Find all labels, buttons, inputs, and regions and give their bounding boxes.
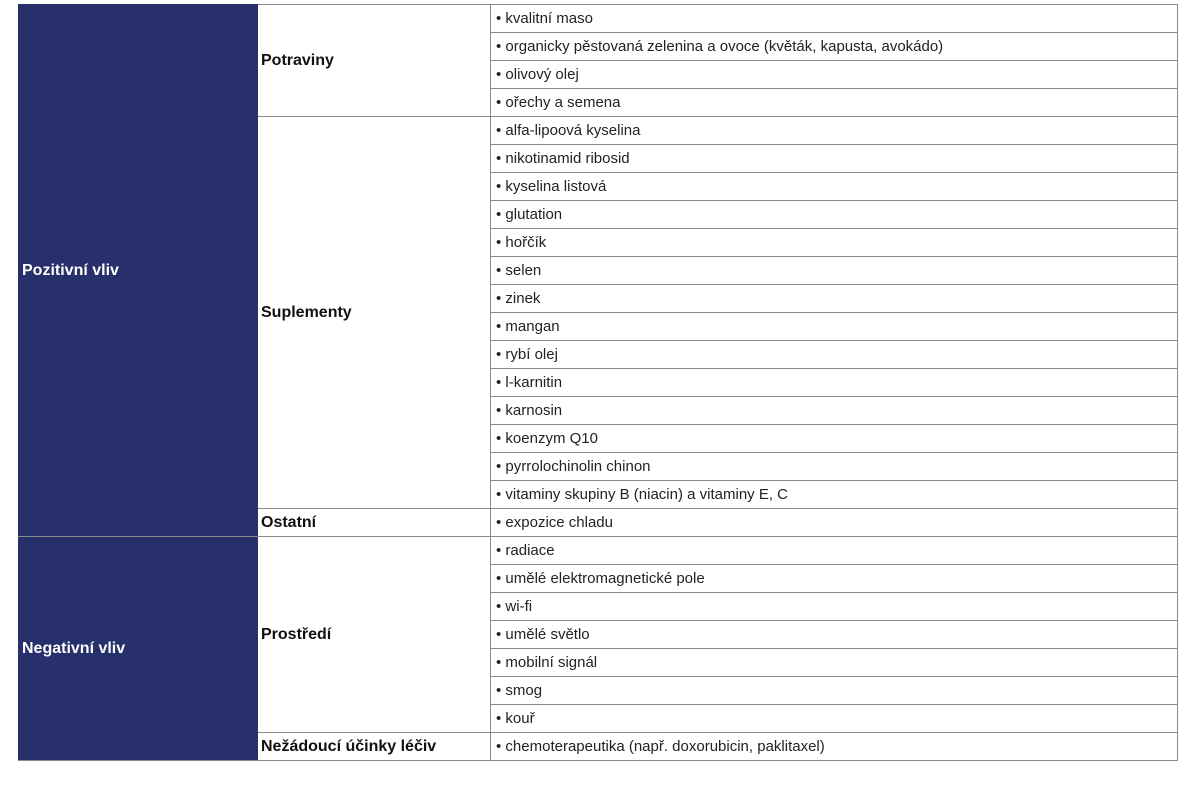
group-label: Negativní vliv [19, 537, 258, 761]
list-item: • umělé světlo [491, 621, 1178, 649]
subgroup-label: Nežádoucí účinky léčiv [258, 733, 491, 761]
list-item: • wi-fi [491, 593, 1178, 621]
list-item: • umělé elektromagnetické pole [491, 565, 1178, 593]
subgroup-label: Potraviny [258, 5, 491, 117]
list-item: • organicky pěstovaná zelenina a ovoce (květák, kapusta, avokádo) [491, 33, 1178, 61]
factor-table-body [19, 5, 1178, 761]
list-item: • radiace [491, 537, 1178, 565]
list-item: • pyrrolochinolin chinon [491, 453, 1178, 481]
list-item: • selen [491, 257, 1178, 285]
factor-table [18, 4, 1178, 761]
group-label: Pozitivní vliv [19, 5, 258, 537]
list-item: • karnosin [491, 397, 1178, 425]
list-item: • expozice chladu [491, 509, 1178, 537]
list-item: • hořčík [491, 229, 1178, 257]
list-item: • rybí olej [491, 341, 1178, 369]
subgroup-label: Suplementy [258, 117, 491, 509]
list-item: • koenzym Q10 [491, 425, 1178, 453]
list-item: • kouř [491, 705, 1178, 733]
list-item: • smog [491, 677, 1178, 705]
list-item: • kvalitní maso [491, 5, 1178, 33]
subgroup-label: Prostředí [258, 537, 491, 733]
list-item: • l-karnitin [491, 369, 1178, 397]
list-item: • ořechy a semena [491, 89, 1178, 117]
list-item: • zinek [491, 285, 1178, 313]
list-item: • mobilní signál [491, 649, 1178, 677]
list-item: • nikotinamid ribosid [491, 145, 1178, 173]
list-item: • olivový olej [491, 61, 1178, 89]
table-row [19, 537, 1178, 565]
subgroup-label: Ostatní [258, 509, 491, 537]
list-item: • kyselina listová [491, 173, 1178, 201]
list-item: • alfa-lipoová kyselina [491, 117, 1178, 145]
list-item: • glutation [491, 201, 1178, 229]
list-item: • mangan [491, 313, 1178, 341]
list-item: • vitaminy skupiny B (niacin) a vitaminy E, C [491, 481, 1178, 509]
list-item: • chemoterapeutika (např. doxorubicin, paklitaxel) [491, 733, 1178, 761]
table-row [19, 5, 1178, 33]
